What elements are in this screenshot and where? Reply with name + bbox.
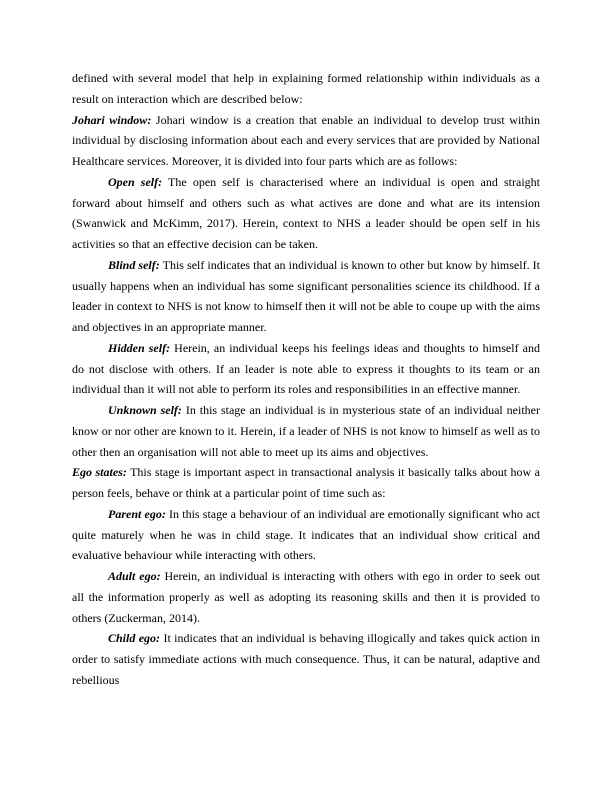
paragraph-hidden-self: [72, 338, 540, 400]
paragraph-text: Herein, an individual keeps his feelings ideas and thoughts to himself and do not disclose with others. If an leader is note able to express it thoughts to its team or an individual than it will not able to perform its roles and responsibilities in an effective manner.: [72, 340, 540, 397]
paragraph-child-ego: [72, 628, 540, 690]
document-body: [72, 68, 540, 691]
heading-hidden-self: Hidden self:: [108, 340, 171, 355]
heading-child-ego: Child ego:: [108, 631, 161, 646]
heading-johari-window: Johari window:: [72, 112, 152, 127]
paragraph-text: It indicates that an individual is behaving illogically and takes quick action in order to satisfy immediate actions with much consequence. Thus, it can be natural, adaptive and rebellious: [72, 631, 541, 687]
paragraph-text: In this stage a behaviour of an individual are emotionally significant who act quite maturely when he was in child stage. It indicates that an individual show critical and evaluative behaviour while interacting with others.: [72, 506, 541, 563]
heading-unknown-self: Unknown self:: [108, 403, 182, 417]
paragraph-open-self: [72, 172, 540, 255]
paragraph-text: In this stage an individual is in mysterious state of an individual neither know or nor other are known to it. Herein, if a leader of NHS is not know to himself as well as to other then an organisation will not able to meet up its aims and objectives.: [72, 403, 540, 459]
paragraph-text: The open self is characterised where an individual is open and straight forward about himself and others such as what actives are done and what are its intension (Swanwick and McKimm, 2017). Herein, context to NHS a leader should be open self in his activities so that an effective decision can be taken.: [72, 174, 540, 251]
paragraph-unknown-self: [72, 400, 540, 462]
paragraph-text: Johari window is a creation that enable an individual to develop trust within individual by disclosing information about each and every services that are provided by National Healthcare services. Moreover, it is divided into four parts which are as follows:: [72, 112, 540, 168]
paragraph-adult-ego: [72, 566, 540, 628]
heading-parent-ego: Parent ego:: [108, 506, 166, 521]
heading-adult-ego: Adult ego:: [108, 569, 161, 583]
paragraph-text: Herein, an individual is interacting with others with ego in order to seek out all the information properly as well as adopting its reasoning skills and then it is provided to others (Zuckerman, 2014).: [72, 569, 540, 625]
heading-blind-self: Blind self:: [108, 257, 160, 272]
paragraph-text: defined with several model that help in explaining formed relationship within individuals as a result on interaction which are described below:: [72, 71, 540, 106]
paragraph-text: This self indicates that an individual is known to other but know by himself. It usually happens when an individual has some significant personalities science its childhood. If a leader in context to NHS is not know to himself then it will not be able to coupe up with the aims and objectives in an appropriate manner.: [72, 257, 540, 334]
paragraph-parent-ego: [72, 504, 540, 566]
paragraph-text: This stage is important aspect in transactional analysis it basically talks about how a person feels, behave or think at a particular point of time such as:: [72, 465, 540, 500]
heading-open-self: Open self:: [108, 174, 163, 189]
paragraph-ego-states: [72, 462, 540, 504]
heading-ego-states: Ego states:: [72, 465, 127, 480]
paragraph-blind-self: [72, 255, 540, 338]
paragraph-intro-continuation: [72, 68, 540, 110]
paragraph-johari-window: [72, 110, 540, 172]
